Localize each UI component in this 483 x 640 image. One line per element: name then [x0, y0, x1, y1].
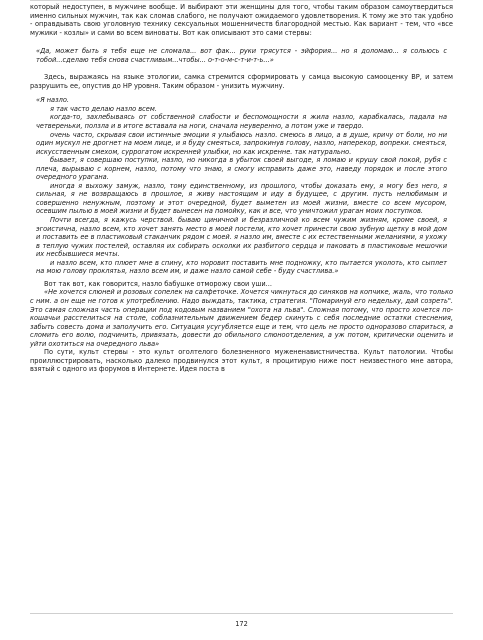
quote-line: очень часто, скрывая свои истинные эмоции я улыбаюсь назло. смеюсь в лицо, а в душе, кричу от боли, но ни один мускул не дрогнет на моем лице, и я буду смеяться, запрокинув голову, назло, наперекор, вопреки. смеяться, искусственным смехом, суррогатом искренней улыбки, но как искренне. так натурально.: [36, 130, 447, 156]
top-divider: [30, 0, 453, 1]
intro-paragraph: который недоступен, в мужчине вообще. И выбирают эти женщины для того, чтобы таким образом самоутвердиться именно сильных мужчин, так как сломав слабого, не получают ожидаемого удовлетворения. К тому же это так удобно - оправдывать свою уголовную технику сексуальных мошенничеств благородной местью. Как вариант - тем, что «все мужики - козлы» и сами во всем виноваты. Вот как описывают это сами стервы:: [30, 3, 453, 37]
quote-line: я так часто делаю назло всем.: [50, 104, 157, 113]
proverb-paragraph: Вот так вот, как говорится, назло бабушке отморожу свои уши...: [44, 279, 272, 288]
quote-block-1: «Да, может быть я тебя еще не сломала... вот фак... руки трясутся - эйфория... но я доломаю... я сольюсь с тобой...сделаю тебя снова счастливым...чтобы... о-т-о-м-с-т-и-т-ь...»: [36, 47, 447, 64]
quote-line: бывает, я совершаю поступки, назло, но никогда в убыток своей выгоде, я ломаю и крушу свой покой, рубя с плеча, вырываю с корнем, назло, потому что знаю, я смогу исправить даже это, наведу порядок и после этого очередного урагана.: [36, 156, 447, 182]
quote-line: когда-то, захлебываясь от собственной слабости и беспомощности я жила назло, карабкалась, падала на четвереньки, ползла и в итоге вставала на ноги, сначала неуверенно, а потом уже и твердо.: [36, 113, 447, 131]
quote-line: иногда я выхожу замуж, назло, тому единственному, из прошлого, чтобы доказать ему, я могу без него, я сильная, я не возвращаюсь в прошлое, я живу настоящим и иду в будущее, с другим. пусть нелюбимым и совершенно ненужным, поэтому и этот очередной, будет выметен из моей жизни, вместе со всем мусором, осевшим пылью в моей жизни и будет вынесен на помойку, как и все, что уничтожил ураган моих поступков.: [36, 181, 447, 216]
quote-block-2: [36, 96, 447, 275]
ethology-paragraph: Здесь, выражаясь на языке этологии, самка стремится сформировать у самца высокую самооценку ВР, и затем разрушить ее, опустив до НР уровня. Таким образом - унизить мужчину.: [30, 73, 453, 90]
quote-line: Почти всегда, я кажусь черствой. бываю циничной и безразличной ко всем чужим жизням, кроме своей, я эгоистична, назло всем, кто хочет занять место в моей постели, кто хочет принести свою зубную щетку в мой дом и поставить ее в пластиковый стаканчик рядом с моей. я назло им, вместе с их естественными желаниями, я ухожу в теплую чужих постелей, оставляя их собирать осколки их разбитого сердца и паковать в пластиковые мешочки их несбывшиеся мечты.: [36, 216, 447, 259]
quote-block-3: «Не хочется слюней и розовых сопелек на салфеточке. Хочется чикнуться до синяков на копчике, жаль, что только с ним. а он еще не готов к употреблению. Надо выждать, тактика, стратегия. "Помаринуй его недельку, дай созреть". Это самая сложная часть операции под кодовым названием "охота на льва". Сложная потому, что просто хочется по-кошачьи расстелиться на столе, соблазнительным движением бедер скинуть с себя последние остатки стеснения, забыть совесть дома и заполучить его. Ситуация усугубляется еще и тем, что цель не просто одноразово спариться, а сломить его волю, подчинить, привязать, довести до обильного слюноотделения, а уж потом, критически оценить и уйти охотиться на очередного льва»: [30, 288, 453, 348]
footer-divider: [30, 613, 453, 614]
cult-paragraph: По сути, культ стервы - это культ оголтелого болезненного мужененавистничества. Культ патологии. Чтобы проиллюстрировать, насколько далеко продвинулся этот культ, я процитирую ниже пост неизвестного мне автора, взятый с одного из форумов в Интернете. Идея поста в: [30, 348, 453, 374]
page-number: 172: [235, 620, 248, 628]
quote-line: «Я назло.: [36, 96, 69, 105]
quote-line: и назло всем, кто плюет мне в спину, кто норовит поставить мне подножку, кто пытается уколоть, кто сыплет на мою голову проклятья, назло всем им, и даже назло самой себе - буду счастлива.»: [36, 258, 447, 276]
